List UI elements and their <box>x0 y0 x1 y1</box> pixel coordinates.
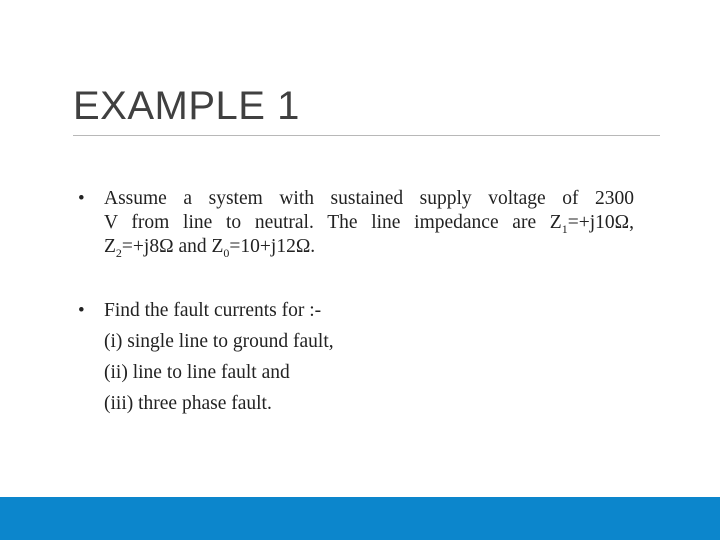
task-item-3: (iii) three phase fault. <box>104 393 272 414</box>
statement-line-2: V from line to neutral. The line impedance are $Z_1=+j10\Omega$, <box>104 212 634 236</box>
bullet-2: • <box>78 300 85 321</box>
bullet-1: • <box>78 188 85 209</box>
footer-accent-bar <box>0 497 720 540</box>
task-item-1: (i) single line to ground fault, <box>104 331 334 352</box>
statement-line-3: $Z_2=+j8\Omega$ and $Z_0=10+j12\Omega$. <box>104 236 316 260</box>
statement-line-1: Assume a system with sustained supply voltage of 2300 <box>104 188 634 209</box>
slide-title: EXAMPLE 1 <box>73 84 300 128</box>
title-divider <box>73 135 660 136</box>
task-heading: Find the fault currents for :- <box>104 300 322 321</box>
task-item-2: (ii) line to line fault and <box>104 362 290 383</box>
problem-statement <box>104 187 634 259</box>
